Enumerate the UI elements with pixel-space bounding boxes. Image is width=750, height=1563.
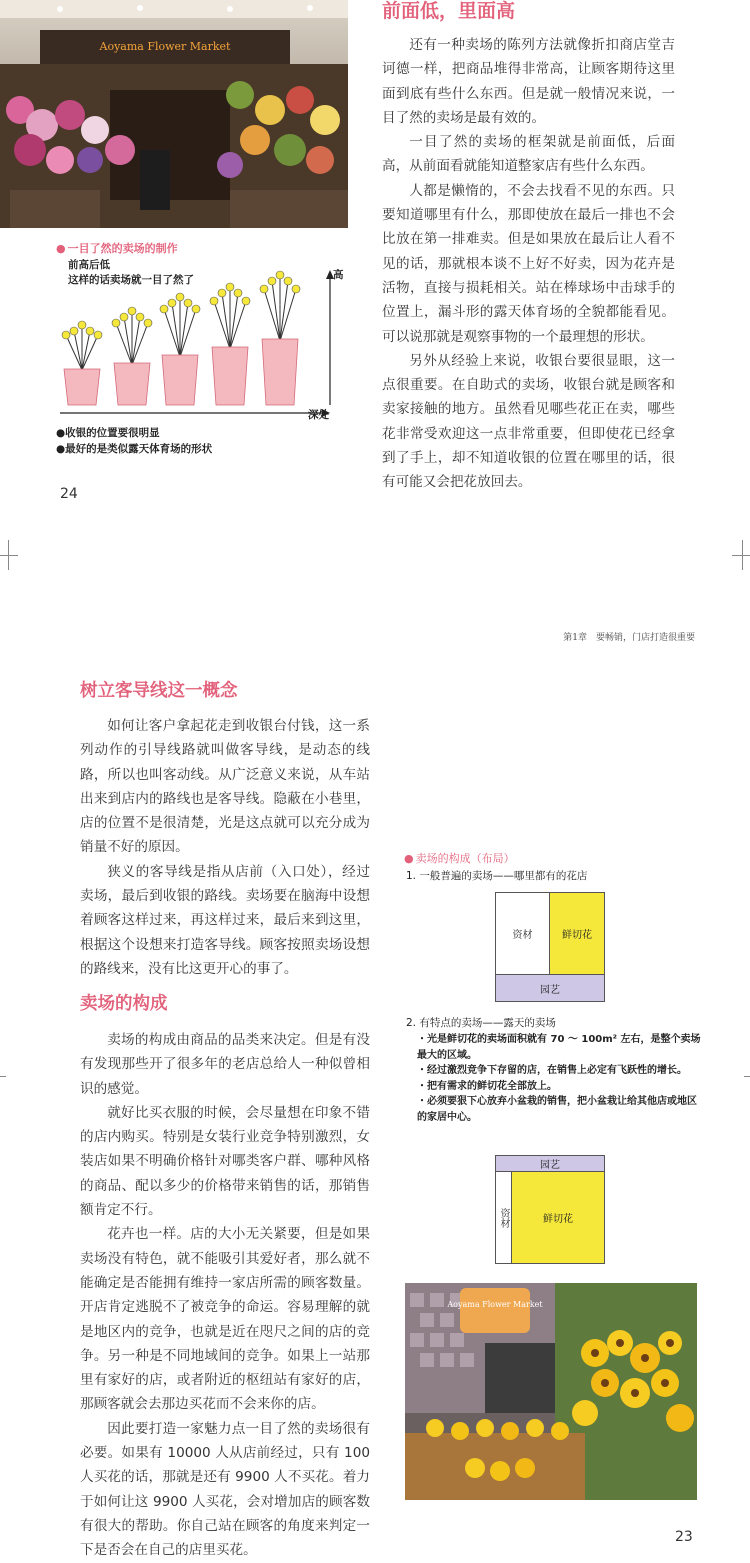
layout-bullet: ・把有需求的鲜切花全部放上。 xyxy=(417,1080,557,1092)
sunflower-illustration xyxy=(405,1283,697,1500)
layout-sub2: 2. 有特点的卖场——露天的卖场 xyxy=(406,1017,556,1029)
box2-cut-flowers: 鲜切花 xyxy=(511,1171,605,1264)
paragraph: 狭义的客导线是指从店前（入口处），经过卖场，最后到收银的路线。卖场要在脑海中设想着顾客这样过来，再这样过来，最后来到这里，根据这个设想来打造客导线。顾客按照卖场设想的路线来，没有比这更开心的事了。 xyxy=(80,863,370,977)
heading-front-low: 前面低，里面高 xyxy=(382,0,516,22)
flower-pot-4 xyxy=(210,283,250,405)
flower-pot-3 xyxy=(160,293,200,405)
flower-pot-1 xyxy=(62,321,102,405)
layout-figure-title: ● 卖场的构成（布局） xyxy=(404,850,515,866)
layout-bullet: ・光是鲜切花的卖场面积就有 70 ～ 100m² 左右，是整个卖场最大的区域。 xyxy=(417,1034,701,1061)
paragraph: 如何让客户拿起花走到收银台付钱，这一系列动作的引导线路就叫做客导线，是动态的线路，所以也叫客动线。从广泛意义来说，从车站出来到店内的路线也是客导线。隐蔽在小巷里，店的位置不是很清楚，光是这点就可以充分成为销量不好的原因。 xyxy=(80,718,370,856)
sign-text: Aoyama Flower Market xyxy=(447,1300,543,1309)
section1-body xyxy=(80,714,370,981)
heading-store-structure: 卖场的构成 xyxy=(80,994,168,1014)
figure-line2: 这样的话卖场就一目了然了 xyxy=(68,274,194,286)
running-head: 第1章 要畅销，门店打造很重要 xyxy=(563,633,695,643)
axis-label-high: 高 xyxy=(333,269,344,281)
box2-gardening: 园艺 xyxy=(495,1155,605,1172)
page-number-23: 23 xyxy=(675,1529,693,1545)
section2-body xyxy=(80,1028,370,1563)
paragraph: 花卉也一样。店的大小无关紧要，但是如果卖场没有特色，就不能吸引其爱好者，那么就不能确定是否能拥有维持一家店所需的顾客数量。开店肯定逃脱不了被竞争的命运。容易理解的就是地区内的竞争，也就是近在咫尺之间的店的竞争。另一种是不同地域间的竞争。如果上一站那里有家好的店，或者附近的枢纽站有家好的店，那顾客就会去那边买花而不会来你的店。 xyxy=(80,1226,370,1413)
flower-pot-5 xyxy=(260,271,300,405)
shop-sign-text: Aoyama Flower Market xyxy=(99,40,231,53)
paragraph: 因此要打造一家魅力点一目了然的卖场很有必要。如果有 10000 人从店前经过，只有 100 人买花的话，那就是还有 9900 人不买花。着力于如何让这 9900 人买花，会对增加店的顾客数有很大的帮助。你自己站在顾客的角度来判定一下是否会在自己的店里买花。 xyxy=(80,1420,370,1559)
paragraph: 就好比买衣服的时候，会尽量想在印象不错的店内购买。特别是女装行业竞争特别激烈，女装店如果不明确价格针对哪类客户群、哪种风格的商品、配以多少的价格带来销售的话，那销售额肯定不行。 xyxy=(80,1104,370,1219)
paragraph: 另外从经验上来说，收银台要很显眼，这一点很重要。在自助式的卖场，收银台就是顾客和卖家接触的地方。虽然看见哪些花正在卖，哪些花非常受欢迎这一点非常重要，但即使花已经拿到了手上，却不知道收银的位置在哪里的话，很有可能又会把花放回去。 xyxy=(382,352,675,491)
paragraph: 人都是懒惰的，不会去找看不见的东西。只要知道哪里有什么，那即使放在最后一排也不会比放在第一排难卖。但是如果放在最后让人看不见的话，那就根本谈不上好不好卖，因为花卉是活物，直接与损耗相关。站在棒球场中击球手的位置上，漏斗形的露天体育场的全貌都能看见。可以说那就是观察事物的一个最理想的形状。 xyxy=(382,182,675,345)
figure-note-1: ●收银的位置要很明显 xyxy=(56,427,160,439)
flower-pot-diagram xyxy=(40,265,350,425)
figure-note-2: ●最好的是类似露天体育场的形状 xyxy=(56,443,213,455)
box-gardening: 园艺 xyxy=(495,974,605,1002)
top-body-text xyxy=(382,33,675,495)
layout-sub1: 1. 一般普遍的卖场——哪里都有的花店 xyxy=(406,870,588,882)
sunflower-display-photo xyxy=(405,1283,697,1500)
layout-bullets xyxy=(417,1032,702,1125)
box-cut-flowers: 鲜切花 xyxy=(549,892,605,975)
flower-shop-photo xyxy=(0,0,348,228)
flower-pot-2 xyxy=(112,307,152,405)
flower-shop-illustration xyxy=(0,0,348,228)
paragraph: 卖场的构成由商品的品类来决定。但是有没有发现那些开了很多年的老店总给人一种似曾相识的感觉。 xyxy=(80,1032,370,1097)
heading-guide-line: 树立客导线这一概念 xyxy=(80,681,238,701)
paragraph: 一目了然的卖场的框架就是前面低，后面高，从前面看就能知道整家店有些什么东西。 xyxy=(382,134,675,175)
axis-label-depth: 深处 xyxy=(308,409,329,421)
layout-bullet: ・经过激烈竞争下存留的店，在销售上必定有飞跃性的增长。 xyxy=(417,1065,687,1076)
layout-bullet: ・必须要狠下心放弃小盆栽的销售，把小盆栽让给其他店或地区的家居中心。 xyxy=(417,1096,697,1123)
box2-materials: 资材 xyxy=(495,1171,512,1264)
figure-line1: 前高后低 xyxy=(68,259,110,271)
page-number-24: 24 xyxy=(60,486,78,502)
box-materials: 资材 xyxy=(495,892,550,975)
figure-title: ● 一目了然的卖场的制作 xyxy=(56,240,178,256)
paragraph: 还有一种卖场的陈列方法就像折扣商店堂吉诃德一样，把商品堆得非常高，让顾客期待这里面到底有些什么东西。但是就一般情况来说，一目了然的卖场是最有效的。 xyxy=(382,37,675,126)
